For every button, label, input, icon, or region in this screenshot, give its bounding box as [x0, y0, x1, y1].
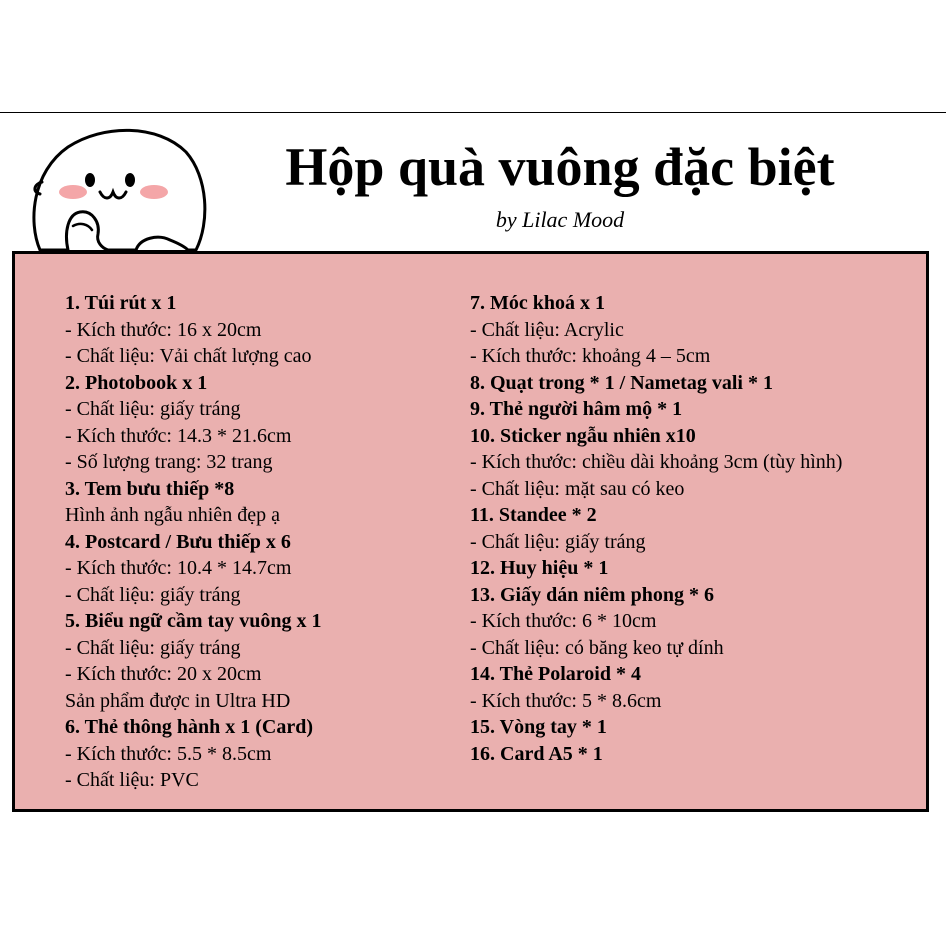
page-title: Hộp quà vuông đặc biệt [285, 137, 835, 197]
item-heading: 2. Photobook x 1 [65, 371, 208, 394]
item-detail: - Kích thước: khoảng 4 – 5cm [470, 345, 711, 367]
item-detail: - Chất liệu: mặt sau có keo [470, 477, 685, 500]
item-detail: - Kích thước: 10.4 * 14.7cm [65, 557, 292, 579]
gift-contents-panel [12, 251, 929, 812]
item-detail: - Chất liệu: giấy tráng [65, 583, 241, 606]
item-heading: 4. Postcard / Bưu thiếp x 6 [65, 530, 291, 553]
page-subtitle: by Lilac Mood [495, 207, 625, 232]
item-detail: - Số lượng trang: 32 trang [65, 451, 273, 473]
item-detail: - Chất liệu: Vải chất lượng cao [65, 345, 312, 367]
item-heading: 13. Giấy dán niêm phong * 6 [470, 583, 714, 606]
item-heading: 14. Thẻ Polaroid * 4 [470, 663, 641, 685]
item-heading: 15. Vòng tay * 1 [470, 716, 607, 738]
smiling-dumpling-mascot-icon [18, 122, 218, 262]
item-detail: - Chất liệu: giấy tráng [65, 636, 241, 659]
item-detail: - Chất liệu: giấy tráng [470, 530, 646, 553]
item-heading: 12. Huy hiệu * 1 [470, 557, 609, 579]
left-item-list [65, 290, 321, 794]
item-detail: - Kích thước: 20 x 20cm [65, 663, 262, 685]
item-detail: Sản phẩm được in Ultra HD [65, 689, 291, 712]
item-detail: - Kích thước: 16 x 20cm [65, 318, 262, 341]
item-heading: 5. Biểu ngữ cầm tay vuông x 1 [65, 610, 322, 632]
item-heading: 11. Standee * 2 [470, 504, 597, 526]
item-detail: - Kích thước: 6 * 10cm [470, 610, 657, 632]
item-heading: 8. Quạt trong * 1 / Nametag vali * 1 [470, 371, 773, 394]
item-detail: - Kích thước: 5 * 8.6cm [470, 689, 662, 712]
item-detail: - Chất liệu: có băng keo tự dính [470, 636, 724, 659]
item-detail: - Chất liệu: Acrylic [470, 318, 624, 341]
item-heading: 9. Thẻ người hâm mộ * 1 [470, 398, 683, 420]
item-detail: - Kích thước: chiều dài khoảng 3cm (tùy hình) [470, 451, 843, 473]
item-heading: 7. Móc khoá x 1 [470, 292, 605, 314]
item-heading: 16. Card A5 * 1 [470, 742, 603, 765]
top-divider [0, 112, 946, 113]
item-detail: - Kích thước: 5.5 * 8.5cm [65, 742, 272, 765]
item-detail: - Kích thước: 14.3 * 21.6cm [65, 424, 292, 447]
item-heading: 6. Thẻ thông hành x 1 (Card) [65, 716, 314, 738]
right-item-list [470, 290, 842, 767]
item-detail: - Chất liệu: giấy tráng [65, 398, 241, 420]
item-detail: - Chất liệu: PVC [65, 769, 199, 791]
item-heading: 3. Tem bưu thiếp *8 [65, 477, 235, 500]
item-heading: 1. Túi rút x 1 [65, 292, 177, 314]
item-detail: Hình ảnh ngẫu nhiên đẹp ạ [65, 504, 280, 526]
item-heading: 10. Sticker ngẫu nhiên x10 [470, 424, 696, 447]
